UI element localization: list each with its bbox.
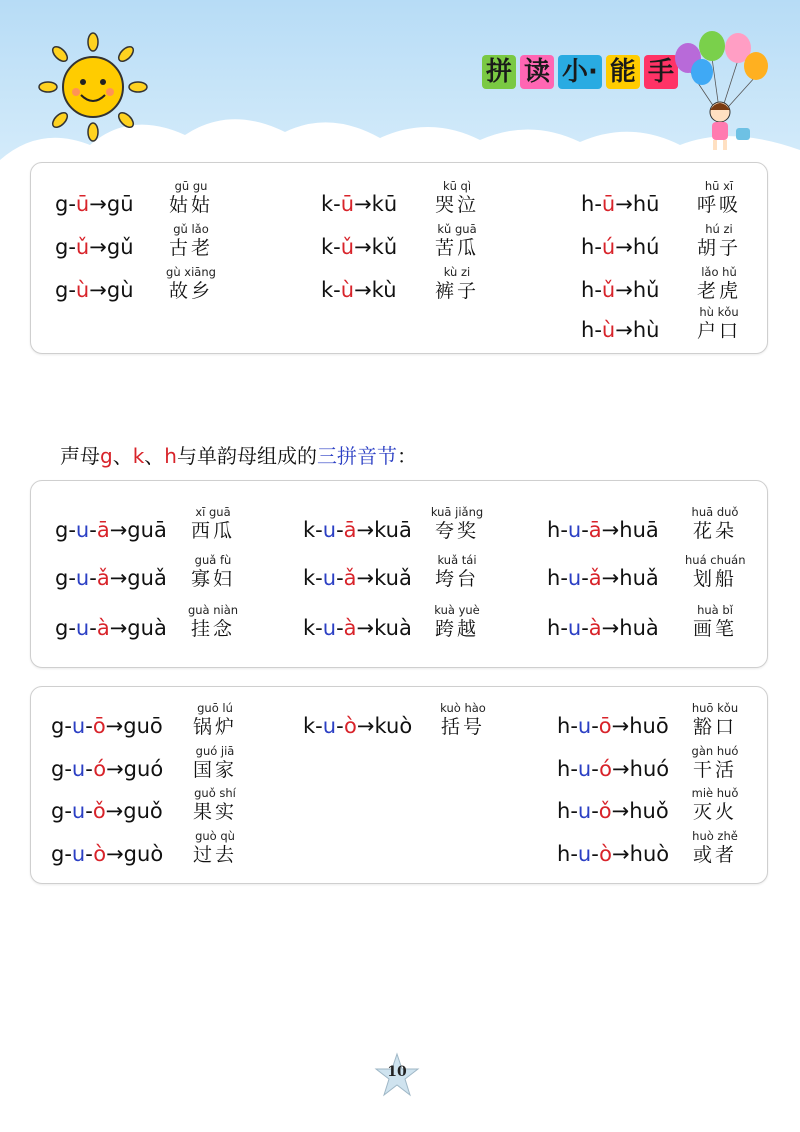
- example-word: [183, 603, 243, 641]
- syllable-formula: g-ù→gù: [55, 278, 134, 302]
- word-hanzi: 故乡: [168, 280, 213, 302]
- word-pinyin: gàn huó: [691, 744, 739, 758]
- syllable-formula: g-ū→gū: [55, 192, 134, 216]
- syllable-formula: h-u-ǒ→huǒ: [557, 799, 669, 823]
- word-pinyin: kuò hào: [440, 701, 486, 715]
- syllable-formula: g-ǔ→gǔ: [55, 235, 134, 259]
- word-pinyin: gū gu: [174, 179, 208, 193]
- word-pinyin: xī guā: [195, 505, 231, 519]
- word-pinyin: guǒ shí: [194, 786, 236, 800]
- word-pinyin: lǎo hǔ: [701, 265, 737, 279]
- section-heading: 声母g、k、h与单韵母组成的三拼音节：: [60, 444, 417, 468]
- word-hanzi: 豁口: [692, 716, 737, 738]
- word-hanzi: 花朵: [692, 520, 737, 542]
- word-pinyin: guò qù: [195, 829, 235, 843]
- syllable-formula: k-u-ā→kuā: [303, 518, 412, 542]
- example-word: [427, 222, 487, 260]
- word-hanzi: 姑姑: [168, 194, 213, 216]
- word-pinyin: guó jiā: [195, 744, 235, 758]
- syllable-formula: k-u-à→kuà: [303, 616, 412, 640]
- syllable-formula: k-u-ò→kuò: [303, 714, 413, 738]
- syllable-formula: k-ū→kū: [321, 192, 398, 216]
- title-char: 拼: [482, 55, 516, 89]
- ua-triple-panel: [30, 480, 768, 668]
- example-word: [427, 553, 487, 591]
- page-title: [482, 52, 678, 92]
- word-hanzi: 哭泣: [434, 194, 479, 216]
- word-pinyin: guǎ fù: [194, 553, 232, 567]
- example-word: [685, 553, 745, 591]
- syllable-formula: g-u-ǒ→guǒ: [51, 799, 163, 823]
- example-word: [185, 829, 245, 867]
- word-hanzi: 裤子: [434, 280, 479, 302]
- example-word: [427, 505, 487, 543]
- example-word: [685, 744, 745, 782]
- syllable-formula: h-ú→hú: [581, 235, 660, 259]
- example-word: [685, 829, 745, 867]
- syllable-formula: h-ù→hù: [581, 318, 660, 342]
- single-vowel-panel: [30, 162, 768, 354]
- example-word: [433, 701, 493, 739]
- word-hanzi: 夸奖: [434, 520, 479, 542]
- word-hanzi: 或者: [692, 844, 737, 866]
- syllable-formula: k-ù→kù: [321, 278, 397, 302]
- syllable-formula: h-u-ǎ→huǎ: [547, 566, 659, 590]
- balloon-girl-illustration: [668, 28, 776, 154]
- example-word: [685, 786, 745, 824]
- word-hanzi: 苦瓜: [434, 237, 479, 259]
- title-char: 小·: [558, 55, 602, 89]
- word-pinyin: kǔ guā: [437, 222, 477, 236]
- word-pinyin: hù kǒu: [699, 305, 739, 319]
- word-pinyin: huá chuán: [685, 553, 746, 567]
- word-pinyin: kuà yuè: [434, 603, 480, 617]
- page-number: 10: [387, 1064, 407, 1080]
- syllable-formula: h-ǔ→hǔ: [581, 278, 660, 302]
- example-word: [161, 222, 221, 260]
- word-hanzi: 西瓜: [190, 520, 235, 542]
- example-word: [183, 505, 243, 543]
- word-pinyin: gù xiāng: [166, 265, 216, 279]
- example-word: [185, 786, 245, 824]
- word-pinyin: gǔ lǎo: [173, 222, 209, 236]
- word-pinyin: huò zhě: [692, 829, 738, 843]
- syllable-formula: g-u-ò→guò: [51, 842, 164, 866]
- word-pinyin: huà bǐ: [697, 603, 733, 617]
- title-char: 能: [606, 55, 640, 89]
- example-word: [185, 744, 245, 782]
- sun-icon: [38, 32, 148, 142]
- word-pinyin: miè huǒ: [691, 786, 739, 800]
- syllable-formula: h-ū→hū: [581, 192, 660, 216]
- example-word: [685, 701, 745, 739]
- syllable-formula: k-u-ǎ→kuǎ: [303, 566, 412, 590]
- word-pinyin: huā duǒ: [691, 505, 739, 519]
- word-hanzi: 干活: [692, 759, 737, 781]
- example-word: [183, 553, 243, 591]
- syllable-formula: g-u-ǎ→guǎ: [55, 566, 167, 590]
- example-word: [689, 265, 749, 303]
- word-hanzi: 老虎: [696, 280, 741, 302]
- word-hanzi: 胡子: [696, 237, 741, 259]
- word-pinyin: hú zi: [705, 222, 733, 236]
- example-word: [689, 179, 749, 217]
- title-char: 手: [644, 55, 678, 89]
- word-pinyin: huō kǒu: [691, 701, 739, 715]
- word-pinyin: kù zi: [443, 265, 471, 279]
- syllable-formula: k-ǔ→kǔ: [321, 235, 398, 259]
- word-pinyin: guō lú: [197, 701, 233, 715]
- example-word: [185, 701, 245, 739]
- word-pinyin: kuā jiǎng: [430, 505, 484, 519]
- example-word: [161, 265, 221, 303]
- uo-triple-panel: [30, 686, 768, 884]
- example-word: [689, 222, 749, 260]
- word-hanzi: 国家: [192, 759, 237, 781]
- word-hanzi: 果实: [192, 801, 237, 823]
- word-pinyin: hū xī: [704, 179, 734, 193]
- word-hanzi: 划船: [692, 568, 737, 590]
- example-word: [685, 505, 745, 543]
- syllable-formula: g-u-ā→guā: [55, 518, 167, 542]
- example-word: [427, 603, 487, 641]
- example-word: [161, 179, 221, 217]
- word-hanzi: 画笔: [692, 618, 737, 640]
- syllable-formula: g-u-à→guà: [55, 616, 167, 640]
- example-word: [689, 305, 749, 343]
- syllable-formula: h-u-à→huà: [547, 616, 659, 640]
- syllable-formula: h-u-ō→huō: [557, 714, 669, 738]
- word-hanzi: 户口: [696, 320, 741, 342]
- word-pinyin: kū qì: [442, 179, 472, 193]
- syllable-formula: g-u-ó→guó: [51, 757, 164, 781]
- word-hanzi: 过去: [192, 844, 237, 866]
- word-hanzi: 寡妇: [190, 568, 235, 590]
- syllable-formula: g-u-ō→guō: [51, 714, 163, 738]
- syllable-formula: h-u-ā→huā: [547, 518, 659, 542]
- word-hanzi: 锅炉: [192, 716, 237, 738]
- word-pinyin: guà niàn: [187, 603, 239, 617]
- syllable-formula: h-u-ò→huò: [557, 842, 670, 866]
- word-hanzi: 跨越: [434, 618, 479, 640]
- word-hanzi: 挂念: [190, 618, 235, 640]
- word-hanzi: 括号: [440, 716, 485, 738]
- word-hanzi: 灭火: [692, 801, 737, 823]
- word-hanzi: 呼吸: [696, 194, 741, 216]
- word-pinyin: kuǎ tái: [437, 553, 477, 567]
- word-hanzi: 垮台: [434, 568, 479, 590]
- example-word: [427, 179, 487, 217]
- example-word: [427, 265, 487, 303]
- example-word: [685, 603, 745, 641]
- word-hanzi: 古老: [168, 237, 213, 259]
- title-char: 读: [520, 55, 554, 89]
- syllable-formula: h-u-ó→huó: [557, 757, 670, 781]
